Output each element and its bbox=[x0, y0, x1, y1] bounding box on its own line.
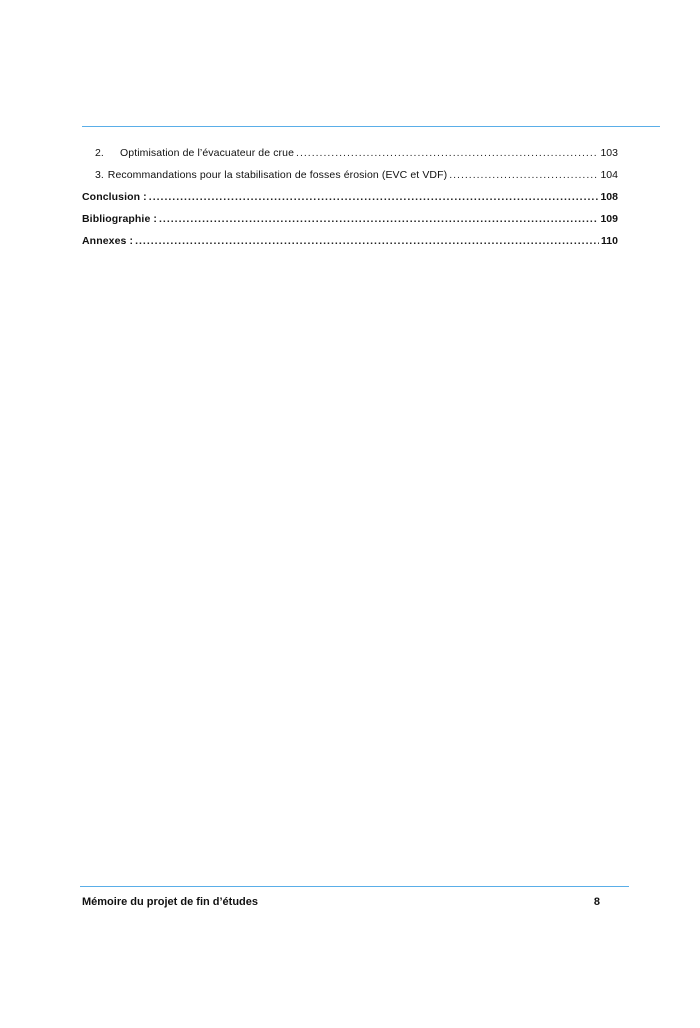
toc-entry-recommandations[interactable] bbox=[82, 164, 618, 186]
footer-rule bbox=[80, 886, 629, 887]
toc-entry-optimisation[interactable] bbox=[82, 142, 618, 164]
toc-entry-annexes[interactable] bbox=[82, 230, 618, 252]
footer-title: Mémoire du projet de fin d’études bbox=[82, 896, 259, 908]
page-footer bbox=[82, 896, 600, 908]
toc-entry-page: 109 bbox=[600, 213, 618, 225]
toc-entry-number: 2. bbox=[95, 147, 104, 159]
toc-dot-leader bbox=[159, 208, 598, 230]
toc-entry-title: Recommandations pour la stabilisation de fosses érosion (EVC et VDF) bbox=[107, 169, 448, 181]
toc-dot-leader bbox=[296, 142, 598, 164]
toc-entry-conclusion[interactable] bbox=[82, 186, 618, 208]
toc-entry-page: 103 bbox=[600, 147, 618, 159]
toc-dot-leader bbox=[449, 164, 598, 186]
table-of-contents bbox=[82, 142, 618, 252]
footer-page-number: 8 bbox=[593, 896, 600, 908]
header-rule bbox=[82, 126, 660, 127]
toc-entry-title: Bibliographie : bbox=[82, 213, 157, 225]
toc-dot-leader bbox=[135, 230, 599, 252]
toc-entry-number: 3. bbox=[95, 169, 104, 181]
toc-entry-title: Conclusion : bbox=[82, 191, 147, 203]
toc-dot-leader bbox=[149, 186, 599, 208]
toc-entry-title: Annexes : bbox=[82, 235, 134, 247]
toc-entry-page: 110 bbox=[601, 235, 618, 247]
toc-entry-page: 108 bbox=[600, 191, 618, 203]
toc-entry-bibliographie[interactable] bbox=[82, 208, 618, 230]
toc-entry-page: 104 bbox=[600, 169, 618, 181]
toc-entry-title: Optimisation de l’évacuateur de crue bbox=[120, 147, 295, 159]
